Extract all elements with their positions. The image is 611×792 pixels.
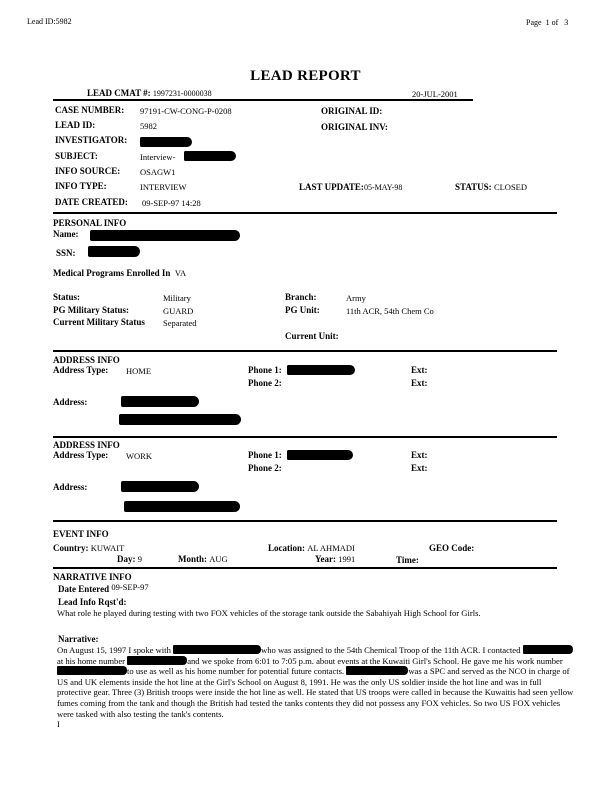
- subject-label: SUBJECT:: [55, 151, 98, 161]
- name-label: Name:: [53, 229, 79, 239]
- geo-code-label: GEO Code:: [429, 543, 475, 553]
- pg-unit-value: 11th ACR, 54th Chem Co: [346, 306, 434, 316]
- case-number-label: CASE NUMBER:: [55, 105, 125, 115]
- subject-redaction: [184, 151, 236, 161]
- date-created-label: DATE CREATED:: [55, 197, 128, 207]
- current-military-status-value: Separated: [163, 318, 197, 328]
- day: [117, 554, 142, 564]
- phone2-label: Phone 2:: [248, 378, 282, 388]
- lead-info-label: Lead Info Rqst'd:: [58, 597, 127, 607]
- address-info-title-home: ADDRESS INFO: [53, 355, 120, 365]
- narrative-part-1: On August 15, 1997 I spoke with: [57, 645, 171, 655]
- page-of: of: [551, 18, 559, 27]
- day-label: Day:: [117, 554, 136, 564]
- ext1-label: Ext:: [411, 365, 428, 375]
- original-inv-label: ORIGINAL INV:: [321, 122, 388, 132]
- date-entered: [58, 584, 149, 594]
- personal-info-title: PERSONAL INFO: [53, 218, 127, 228]
- location-value: AL AHMADI: [307, 543, 355, 553]
- lead-id-label: LEAD ID:: [55, 120, 96, 130]
- address-info-title-work: ADDRESS INFO: [53, 440, 120, 450]
- narrative-part-2: who was assigned to the 54th Chemical Troop of the 11th ACR. I contacted: [261, 645, 521, 655]
- address-type-label: Address Type:: [53, 450, 109, 460]
- report-date: 20-JUL-2001: [412, 89, 458, 99]
- cmat-label: LEAD CMAT #:: [87, 88, 151, 98]
- redaction: [57, 666, 127, 675]
- subject-value: Interview-: [140, 152, 176, 162]
- status-label: Status:: [53, 292, 81, 302]
- narrative-part-5: to use as well as his home number for potential future contacts.: [127, 666, 345, 677]
- cmat-line: [87, 88, 212, 98]
- address-line2-redaction: [119, 414, 241, 425]
- event-info-title: EVENT INFO: [53, 529, 109, 539]
- ssn-label: SSN:: [56, 248, 76, 258]
- address-line1-redaction: [121, 481, 199, 492]
- medical-programs-label: Medical Programs Enrolled In: [53, 268, 171, 278]
- pg-unit-label: PG Unit:: [285, 305, 320, 315]
- divider: [53, 436, 557, 438]
- narrative-label: Narrative:: [58, 634, 99, 644]
- last-update-value: 05-MAY-98: [363, 183, 403, 192]
- page-number: [526, 18, 568, 27]
- day-value: 9: [137, 554, 142, 564]
- report-title: LEAD REPORT: [250, 68, 361, 84]
- lead-info-text: What role he played during testing with two FOX vehicles of the storage tank outside the Sabahiyah High School for Girls.: [57, 608, 481, 618]
- last-update: [299, 182, 402, 192]
- address-label: Address:: [53, 482, 88, 492]
- divider: [53, 520, 557, 522]
- info-source-value: OSAGW1: [140, 167, 176, 177]
- address-label: Address:: [53, 397, 88, 407]
- location-label: Location:: [268, 543, 305, 553]
- name-redaction: [90, 230, 240, 241]
- page-header-lead-id: Lead ID:5982: [27, 17, 72, 26]
- redaction: [346, 666, 408, 675]
- address-line1-redaction: [121, 396, 199, 407]
- year-value: 1991: [338, 554, 356, 564]
- info-type-label: INFO TYPE:: [55, 181, 107, 191]
- year: [315, 554, 355, 564]
- medical-programs: [53, 268, 186, 278]
- address-type-value: WORK: [126, 451, 152, 461]
- redaction: [173, 645, 261, 654]
- narrative-part-6: was a SPC and served as the NCO in charge of US and UK elements inside the hot line at the Girl's School on August 8, 1991. He was the only US soldier inside the hot line and was in full protective gear. Three (3) British troops were inside the hot line as well. He stated that US troops were called in because the Kuwaitis had seen yellow fumes coming from the tank and though the British had tested the tanks contents they did not possess any FOX vehicles. So two US FOX vehicles were tasked with also testing the tank's contents.: [57, 666, 574, 719]
- pg-military-status-label: PG Military Status:: [53, 305, 129, 315]
- narrative-trailing: I: [57, 719, 60, 730]
- current-military-status-label: Current Military Status: [53, 317, 145, 327]
- month-value: AUG: [209, 554, 228, 564]
- month: [178, 554, 228, 564]
- medical-programs-value: VA: [174, 268, 187, 278]
- redaction: [523, 645, 573, 654]
- status-value: Military: [163, 293, 191, 303]
- month-label: Month:: [178, 554, 207, 564]
- divider: [53, 99, 473, 101]
- narrative-text: [57, 645, 577, 730]
- address-type-label: Address Type:: [53, 365, 109, 375]
- phone1-redaction: [287, 365, 355, 375]
- cmat-value: 1997231-0000038: [152, 89, 212, 98]
- phone1-label: Phone 1:: [248, 365, 282, 375]
- divider: [53, 350, 557, 352]
- status-value: CLOSED: [493, 182, 527, 192]
- ext2-label: Ext:: [411, 463, 428, 473]
- redaction: [127, 656, 187, 665]
- investigator-label: INVESTIGATOR:: [55, 135, 128, 145]
- ext2-label: Ext:: [411, 378, 428, 388]
- address-type-value: HOME: [126, 366, 152, 376]
- date-entered-label: Date Entered: [58, 584, 110, 594]
- page-current: 1: [545, 18, 550, 27]
- page-total: 3: [564, 18, 569, 27]
- pg-military-status-value: GUARD: [163, 306, 194, 316]
- divider: [53, 567, 557, 569]
- narrative-info-title: NARRATIVE INFO: [53, 572, 132, 582]
- date-created-value: 09-SEP-97 14:28: [142, 198, 201, 208]
- narrative-part-3: at his home number: [57, 655, 126, 666]
- ssn-redaction: [88, 246, 140, 257]
- narrative-part-4: and we spoke from 6:01 to 7:05 p.m. about events at the Kuwaiti Girl's School. He gave me his work number: [187, 655, 563, 666]
- year-label: Year:: [315, 554, 336, 564]
- original-id-label: ORIGINAL ID:: [321, 106, 383, 116]
- status-label: STATUS:: [455, 182, 492, 192]
- branch-label: Branch:: [285, 292, 317, 302]
- country-label: Country:: [53, 543, 89, 553]
- phone1-redaction: [287, 450, 353, 460]
- current-unit-label: Current Unit:: [285, 331, 339, 341]
- last-update-label: LAST UPDATE:: [299, 182, 364, 192]
- location: [268, 543, 355, 553]
- time-label: Time:: [396, 555, 419, 565]
- phone1-label: Phone 1:: [248, 450, 282, 460]
- country: [53, 543, 124, 553]
- date-entered-value: 09-SEP-97: [111, 582, 149, 592]
- status: [455, 182, 527, 192]
- lead-id-value: 5982: [140, 121, 157, 131]
- info-source-label: INFO SOURCE:: [55, 166, 121, 176]
- phone2-label: Phone 2:: [248, 463, 282, 473]
- page-label: Page: [526, 18, 542, 27]
- investigator-redaction: [140, 137, 192, 147]
- info-type-value: INTERVIEW: [140, 182, 187, 192]
- case-number-value: 97191-CW-CONG-P-0208: [140, 106, 232, 116]
- branch-value: Army: [346, 293, 366, 303]
- ext1-label: Ext:: [411, 450, 428, 460]
- address-line2-redaction: [124, 501, 240, 512]
- divider: [53, 212, 557, 214]
- country-value: KUWAIT: [90, 543, 125, 553]
